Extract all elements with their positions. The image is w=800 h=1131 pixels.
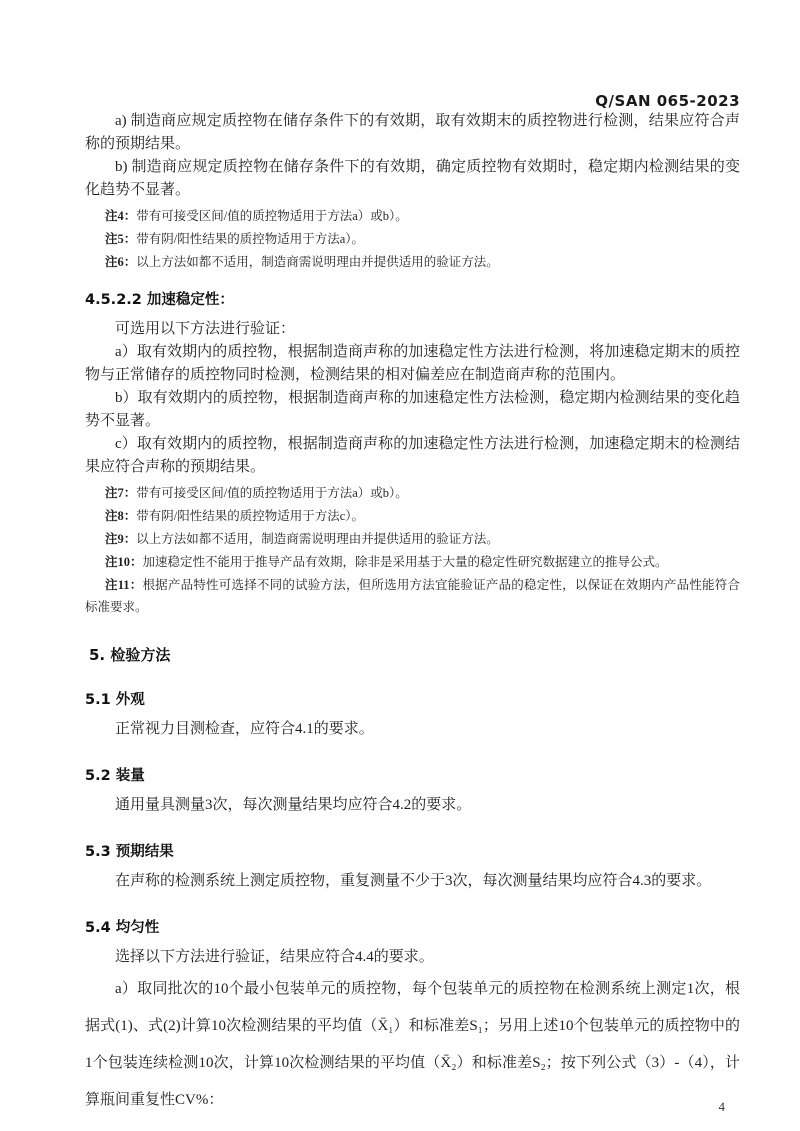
- accelerated-intro: 可选用以下方法进行验证：: [115, 321, 296, 337]
- fill-volume-body: 通用量具测量3次，每次测量结果均应符合4.2的要求。: [115, 797, 472, 813]
- homogeneity-body: 选择以下方法进行验证，结果应符合4.4的要求。: [115, 949, 434, 965]
- notes-group-accelerated: [85, 482, 740, 618]
- note-8-label: 注8：: [105, 509, 137, 523]
- clause-realtime-item-b: b) 制造商应规定质控物在储存条件下的有效期，确定质控物有效期时，稳定期内检测结果的变化趋势不显著。: [85, 159, 740, 198]
- appearance-body: 正常视力目测检查，应符合4.1的要求。: [115, 721, 374, 737]
- heading-fill-volume: 5.2 装量: [85, 768, 145, 784]
- heading-homogeneity: 5.4 均匀性: [85, 920, 160, 936]
- heading-accelerated-stability: 4.5.2.2 加速稳定性：: [85, 292, 234, 308]
- document-header: [85, 92, 740, 110]
- note-4: [85, 205, 740, 227]
- note-9-label: 注9：: [105, 532, 137, 546]
- note-6-label: 注6：: [105, 255, 137, 269]
- note-7-text: 带有可接受区间/值的质控物适用于方法a）或b）。: [136, 486, 408, 500]
- note-11: [85, 574, 740, 618]
- note-9: [85, 528, 740, 550]
- note-11-label: 注11：: [105, 578, 143, 592]
- heading-appearance: 5.1 外观: [85, 692, 145, 708]
- note-6: [85, 251, 740, 273]
- note-5: [85, 228, 740, 250]
- accelerated-item-b: b）取有效期内的质控物，根据制造商声称的加速稳定性方法检测，稳定期内检测结果的变化趋势不显著。: [85, 390, 740, 429]
- note-11-text: 根据产品特性可选择不同的试验方法，但所选用方法宜能验证产品的稳定性，以保证在效期内产品性能符合标准要求。: [85, 578, 740, 614]
- note-10: [85, 551, 740, 573]
- note-4-label: 注4：: [105, 209, 137, 223]
- note-5-text: 带有阴/阳性结果的质控物适用于方法a）。: [136, 232, 365, 246]
- document-body: [85, 110, 740, 1119]
- note-7: [85, 482, 740, 504]
- note-6-text: 以上方法如都不适用，制造商需说明理由并提供适用的验证方法。: [136, 255, 499, 269]
- note-4-text: 带有可接受区间/值的质控物适用于方法a）或b）。: [136, 209, 408, 223]
- heading-expected-results: 5.3 预期结果: [85, 844, 174, 860]
- clause-realtime-item-a: a) 制造商应规定质控物在储存条件下的有效期，取有效期末的质控物进行检测，结果应符合声称的预期结果。: [85, 113, 740, 152]
- note-8: [85, 505, 740, 527]
- heading-test-methods: 5. 检验方法: [89, 646, 171, 664]
- page-number: 4: [718, 1099, 725, 1114]
- note-9-text: 以上方法如都不适用，制造商需说明理由并提供适用的验证方法。: [136, 532, 499, 546]
- accelerated-item-a: a）取有效期内的质控物，根据制造商声称的加速稳定性方法进行检测，将加速稳定期末的质控物与正常储存的质控物同时检测，检测结果的相对偏差应在制造商声称的范围内。: [85, 344, 740, 383]
- note-10-label: 注10：: [105, 555, 143, 569]
- page-footer: [85, 1099, 725, 1115]
- accelerated-item-c: c）取有效期内的质控物，根据制造商声称的加速稳定性方法进行检测，加速稳定期末的检测结果应符合声称的预期结果。: [85, 436, 740, 475]
- note-8-text: 带有阴/阳性结果的质控物适用于方法c）。: [136, 509, 365, 523]
- note-5-label: 注5：: [105, 232, 137, 246]
- expected-results-body: 在声称的检测系统上测定质控物，重复测量不少于3次，每次测量结果均应符合4.3的要求。: [115, 873, 712, 889]
- notes-group-realtime: [85, 205, 740, 273]
- note-10-text: 加速稳定性不能用于推导产品有效期，除非是采用基于大量的稳定性研究数据建立的推导公式。: [142, 555, 668, 569]
- homogeneity-method-a: a）取同批次的10个最小包装单元的质控物，每个包装单元的质控物在检测系统上测定1次，根据式(1)、式(2)计算10次检测结果的平均值（X̄₁）和标准差S₁；另用上述10个包装单元的质控物中的1个包装连续检测10次，计算10次检测结果的平均值（X̄₂）和标准差S₂；按下列公式（3）-（4），计算瓶间重复性CV%：: [85, 981, 740, 1108]
- note-7-label: 注7：: [105, 486, 137, 500]
- doc-code: Q/SAN 065-2023: [595, 92, 740, 110]
